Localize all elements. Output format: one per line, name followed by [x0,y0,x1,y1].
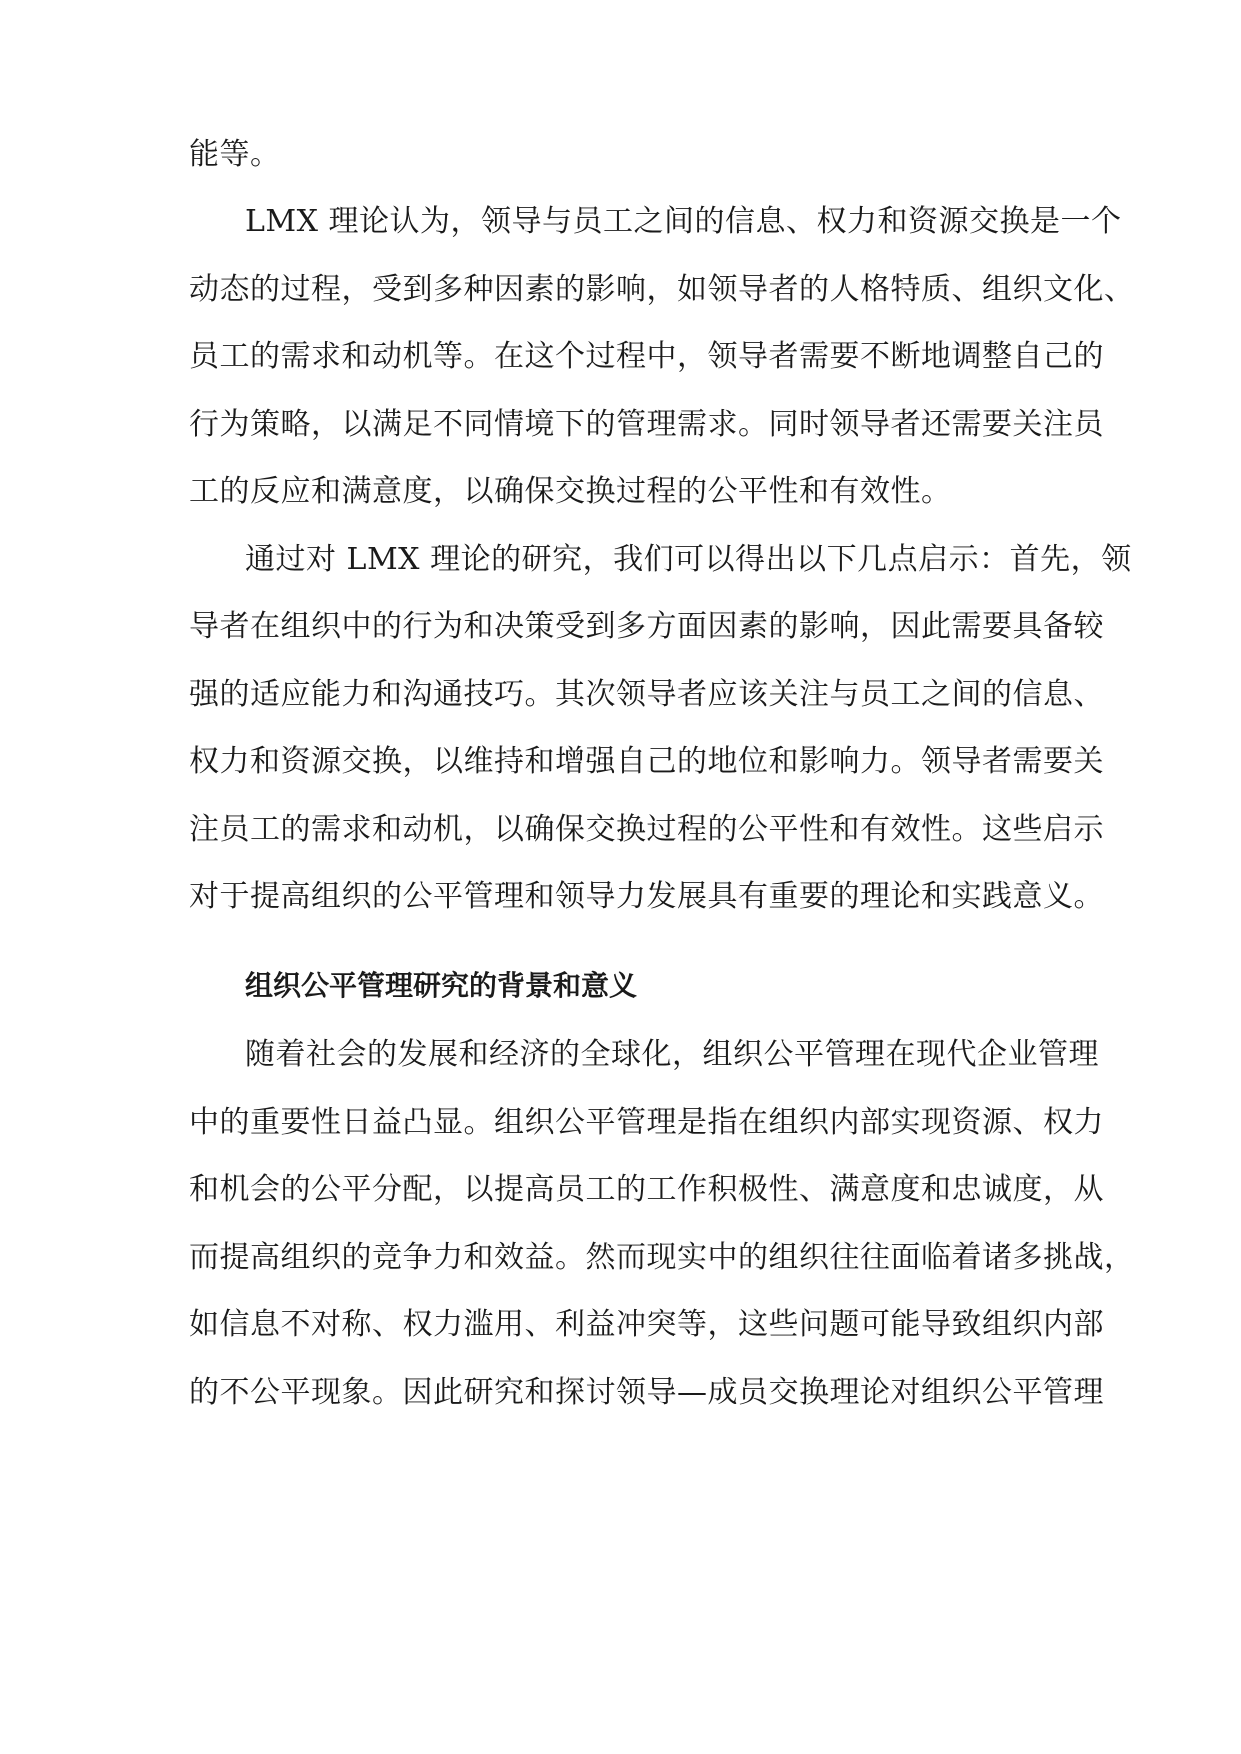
paragraph-line: 的不公平现象。因此研究和探讨领导—成员交换理论对组织公平管理 [189,1375,1104,1410]
paragraph-line: 对于提高组织的公平管理和领导力发展具有重要的理论和实践意义。 [189,879,1104,914]
paragraph-line: 随着社会的发展和经济的全球化，组织公平管理在现代企业管理 [245,1037,1099,1072]
paragraph-line: 员工的需求和动机等。在这个过程中，领导者需要不断地调整自己的 [189,339,1104,374]
paragraph-line: 注员工的需求和动机，以确保交换过程的公平性和有效性。这些启示 [189,812,1104,847]
paragraph-line: 能等。 [189,137,281,172]
paragraph-line: 如信息不对称、权力滥用、利益冲突等，这些问题可能导致组织内部 [189,1307,1104,1342]
paragraph-line: 导者在组织中的行为和决策受到多方面因素的影响，因此需要具备较 [189,609,1104,644]
paragraph-line: LMX 理论认为，领导与员工之间的信息、权力和资源交换是一个 [245,204,1122,239]
paragraph-line: 权力和资源交换，以维持和增强自己的地位和影响力。领导者需要关 [189,744,1104,779]
paragraph-line: 动态的过程，受到多种因素的影响，如领导者的人格特质、组织文化、 [189,272,1135,307]
paragraph-line: 而提高组织的竞争力和效益。然而现实中的组织往往面临着诸多挑战， [189,1240,1135,1275]
paragraph-line: 和机会的公平分配，以提高员工的工作积极性、满意度和忠诚度，从 [189,1172,1104,1207]
paragraph-line: 行为策略，以满足不同情境下的管理需求。同时领导者还需要关注员 [189,407,1104,442]
section-heading: 组织公平管理研究的背景和意义 [245,969,638,1002]
paragraph-line: 强的适应能力和沟通技巧。其次领导者应该关注与员工之间的信息、 [189,677,1104,712]
paragraph-line: 通过对 LMX 理论的研究，我们可以得出以下几点启示：首先，领 [245,542,1132,577]
paragraph-line: 中的重要性日益凸显。组织公平管理是指在组织内部实现资源、权力 [189,1105,1104,1140]
paragraph-line: 工的反应和满意度，以确保交换过程的公平性和有效性。 [189,474,952,509]
